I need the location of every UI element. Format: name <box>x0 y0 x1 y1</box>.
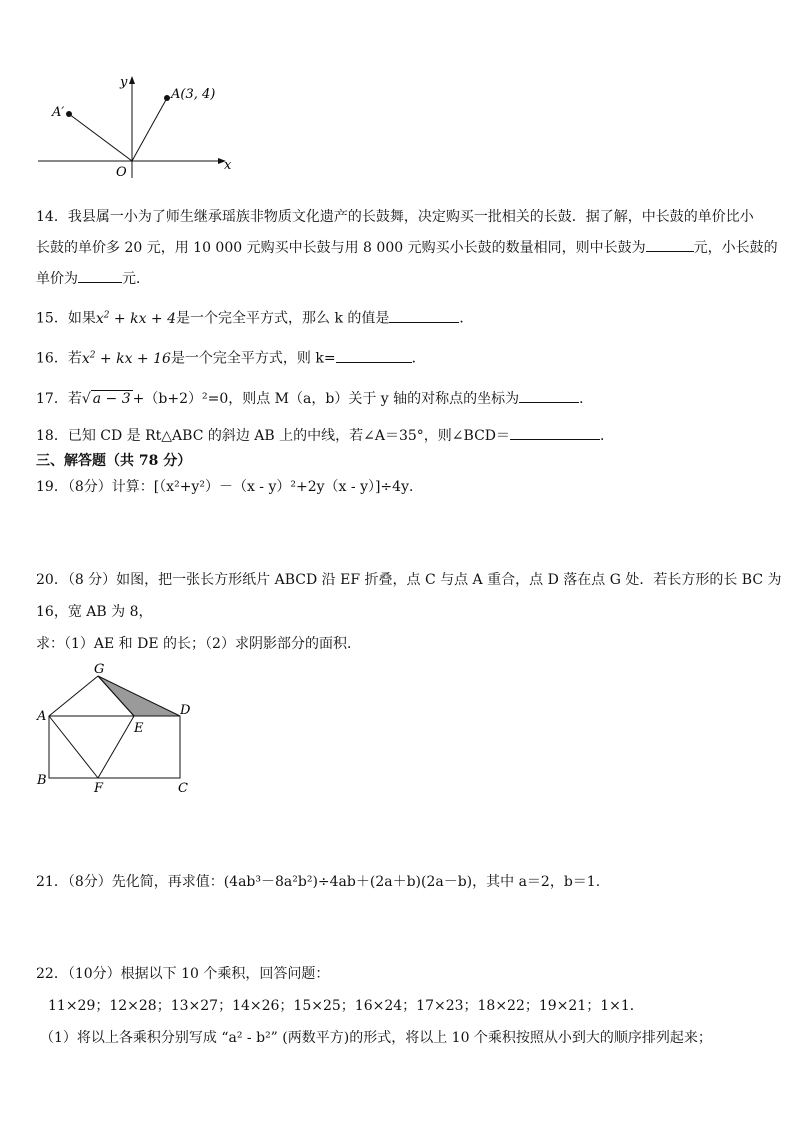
folding-figure <box>30 660 200 800</box>
origin-label: O <box>116 165 127 180</box>
point-a <box>164 95 170 101</box>
question-21: 21．（8分）先化简，再求值：(4ab³－8a²b²)÷4ab＋(2a＋b)(2a－b)，其中 a＝2，b＝1. <box>36 874 601 890</box>
question-18-text: 18．已知 CD 是 Rt△ABC 的斜边 AB 上的中线，若∠A＝35°，则∠BCD＝ <box>36 428 511 444</box>
label-c: C <box>178 781 188 796</box>
question-22-line3: （1）将以上各乘积分别写成 “a² - b²” (两数平方)的形式，将以上 10 个乘积按照从小到大的顺序排列起来； <box>40 1030 712 1046</box>
answer-blank-16 <box>336 348 412 363</box>
answer-blank-14b <box>78 268 122 283</box>
label-g: G <box>94 662 105 677</box>
question-15-prefix: 15．如果 <box>36 310 96 327</box>
question-15 <box>36 305 758 329</box>
answer-blank-18 <box>510 425 600 440</box>
question-17-end: ． <box>579 391 594 407</box>
segment-ef <box>98 716 134 778</box>
question-19: 19．（8分）计算：[（x²+y²）－（x - y）²+2y（x - y）]÷4y． <box>36 479 423 495</box>
question-16-expr: $x^2$ + kx + 16 <box>81 350 171 367</box>
question-14-text-c: 单价为 <box>36 271 78 287</box>
y-axis-arrow <box>129 76 135 84</box>
question-18-end: ． <box>600 428 615 444</box>
question-14-line2 <box>36 237 778 258</box>
segment-ag <box>49 676 98 716</box>
answer-blank-14a <box>646 237 694 252</box>
question-16-end: ． <box>411 350 426 367</box>
question-14-line1: 14．我县属一小为了师生继承瑶族非物质文化遗产的长鼓舞，决定购买一批相关的长鼓．据了解，中长鼓的单价比小 <box>36 209 754 225</box>
question-15-end: ． <box>459 310 474 327</box>
question-17 <box>36 388 758 409</box>
y-axis-label: y <box>120 75 128 90</box>
question-16-prefix: 16．若 <box>36 350 82 367</box>
question-16-suffix: 是一个完全平方式，则 k= <box>170 350 336 367</box>
question-14-text-b: 元，小长鼓的 <box>693 240 778 256</box>
segment-oa <box>132 98 167 161</box>
sqrt-expression: √ a − 3 <box>81 391 131 407</box>
question-20-line1: 20．（8 分）如图，把一张长方形纸片 ABCD 沿 EF 折叠，点 C 与点 A 重合，点 D 落在点 G 处．若长方形的长 BC 为 <box>36 572 782 588</box>
point-a-label: A(3, 4) <box>171 87 216 102</box>
x-axis-label: x <box>224 158 232 173</box>
question-14-text-a: 长鼓的单价多 20 元，用 10 000 元购买中长鼓与用 8 000 元购买小长鼓的数量相同，则中长鼓为 <box>36 240 646 256</box>
answer-blank-15 <box>389 308 459 323</box>
label-f: F <box>94 781 104 796</box>
question-15-expr: $x^2$ + kx + 4 <box>95 310 177 327</box>
question-16 <box>36 345 758 369</box>
answer-blank-17 <box>519 388 579 403</box>
question-20-line3: 求：（1）AE 和 DE 的长；（2）求阴影部分的面积． <box>36 636 361 652</box>
segment-af <box>49 716 98 778</box>
label-b: B <box>37 773 47 788</box>
question-22-line2: 11×29；12×28；13×27；14×26；15×25；16×24；17×23；18×22；19×21；1×1． <box>48 998 644 1014</box>
question-22-line1: 22．（10分）根据以下 10 个乘积，回答问题： <box>36 966 330 982</box>
section-heading: 三、解答题（共 78 分） <box>36 453 192 469</box>
rectangle-abcd <box>49 716 180 778</box>
question-14-line3 <box>36 268 758 289</box>
question-14-text-d: 元． <box>122 271 150 287</box>
point-a-prime-label: A′ <box>52 105 65 120</box>
label-e: E <box>134 721 144 736</box>
point-a-prime <box>66 111 72 117</box>
segment-oa-prime <box>69 114 132 161</box>
question-17-prefix: 17．若 <box>36 391 82 407</box>
label-a: A <box>37 709 47 724</box>
question-15-suffix: 是一个完全平方式，那么 k 的值是 <box>176 310 390 327</box>
question-18 <box>36 425 758 446</box>
shaded-triangle <box>98 676 180 716</box>
question-17-middle: +（b+2）²=0，则点 M（a，b）关于 y 轴的对称点的坐标为 <box>132 391 520 407</box>
question-20-line2: 16，宽 AB 为 8， <box>36 604 153 620</box>
coordinate-figure <box>30 66 250 186</box>
label-d: D <box>180 703 191 718</box>
